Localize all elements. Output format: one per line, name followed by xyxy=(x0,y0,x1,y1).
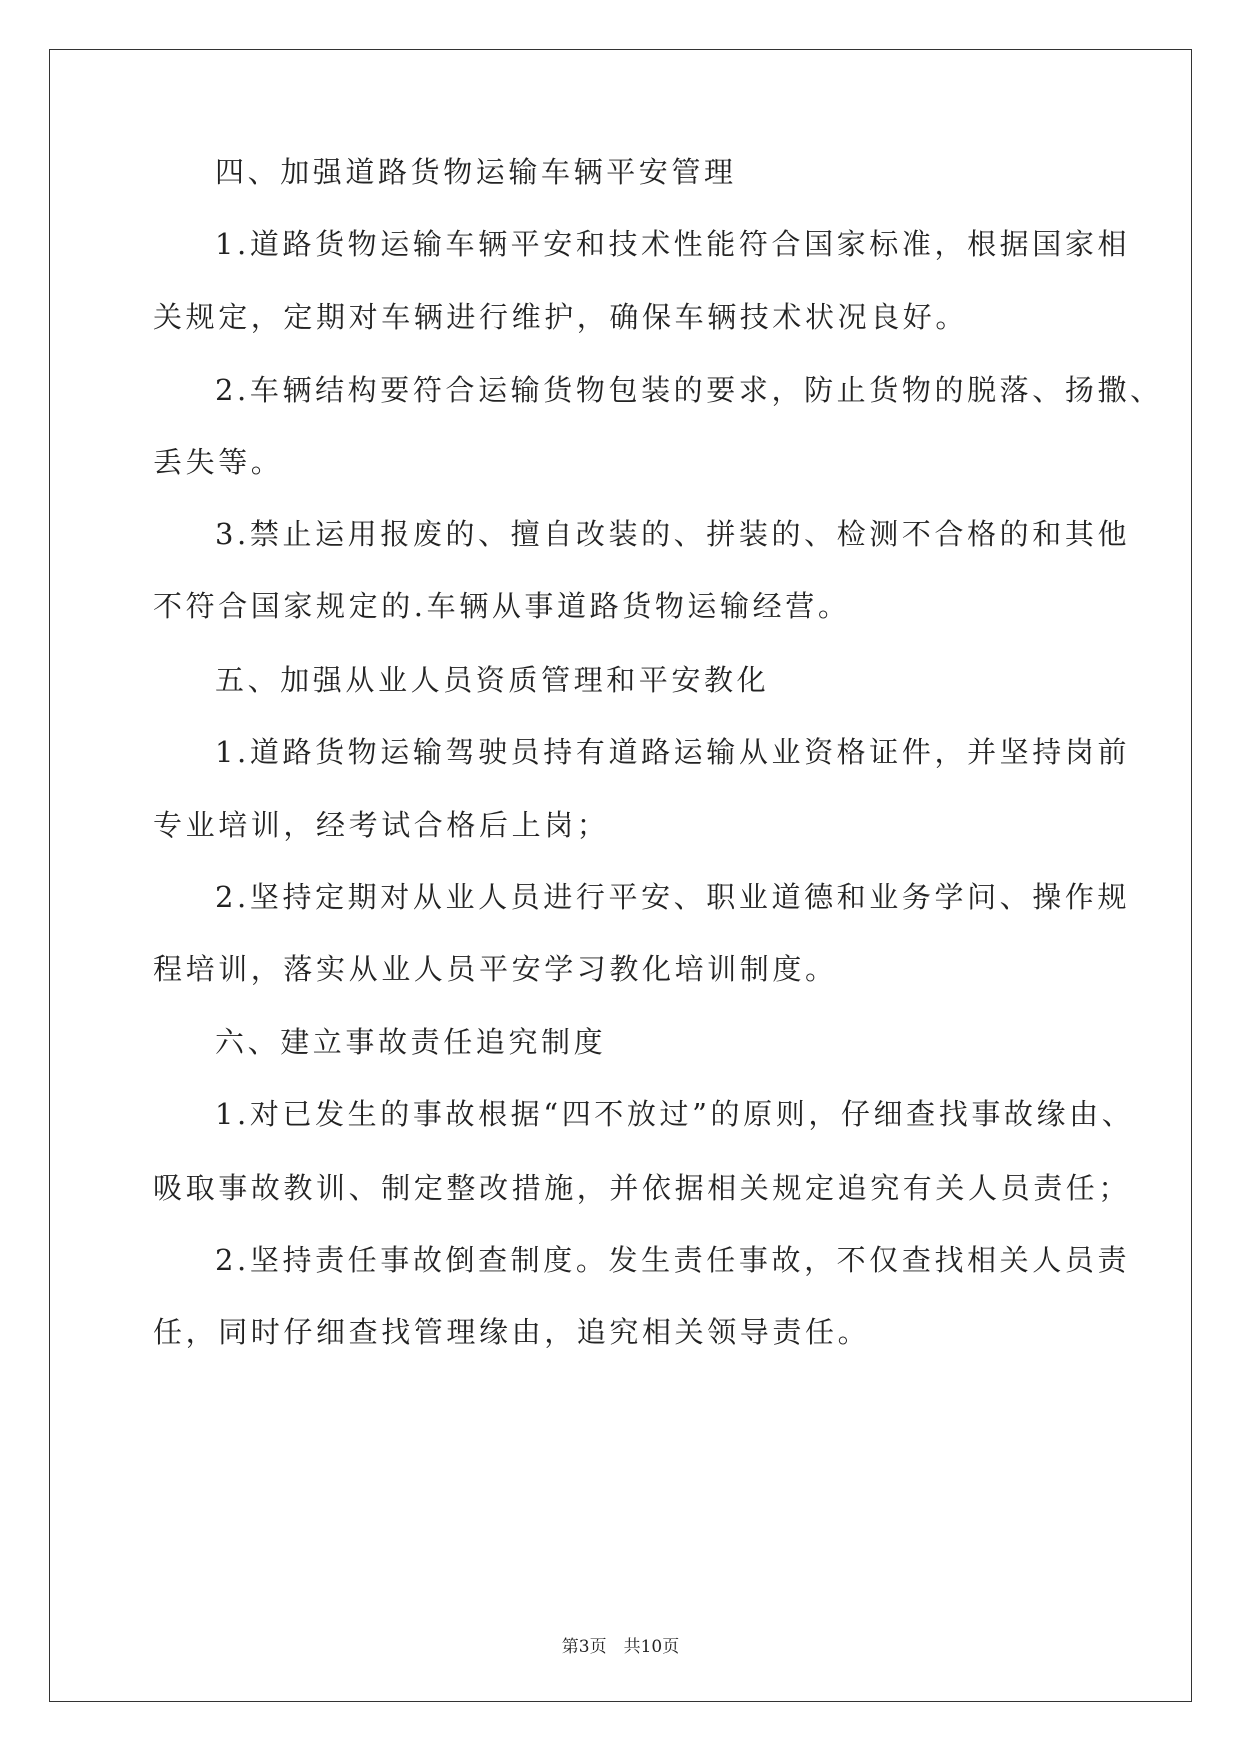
paragraph-line: 1.道路货物运输车辆平安和技术性能符合国家标准，根据国家相 xyxy=(215,227,1131,261)
page-number-footer: 第3页 共10页 xyxy=(561,1637,680,1657)
section-heading-6: 六、建立事故责任追究制度 xyxy=(215,1025,607,1059)
page-border xyxy=(49,49,1192,1702)
paragraph-line: 吸取事故教训、制定整改措施，并依据相关规定追究有关人员责任； xyxy=(153,1171,1132,1205)
paragraph-line: 关规定，定期对车辆进行维护，确保车辆技术状况良好。 xyxy=(153,300,969,334)
paragraph-line: 任，同时仔细查找管理缘由，追究相关领导责任。 xyxy=(153,1315,871,1349)
paragraph-line: 3.禁止运用报废的、擅自改装的、拼装的、检测不合格的和其他 xyxy=(215,517,1131,551)
paragraph-line: 1.道路货物运输驾驶员持有道路运输从业资格证件，并坚持岗前 xyxy=(215,735,1131,769)
paragraph-line: 不符合国家规定的.车辆从事道路货物运输经营。 xyxy=(153,589,851,623)
paragraph-line: 丢失等。 xyxy=(153,445,284,479)
paragraph-line: 2.坚持责任事故倒查制度。发生责任事故，不仅查找相关人员责 xyxy=(215,1243,1131,1277)
paragraph-line: 2.车辆结构要符合运输货物包装的要求，防止货物的脱落、扬撒、 xyxy=(215,373,1163,407)
section-heading-4: 四、加强道路货物运输车辆平安管理 xyxy=(215,155,737,189)
paragraph-line: 程培训，落实从业人员平安学习教化培训制度。 xyxy=(153,952,838,986)
section-heading-5: 五、加强从业人员资质管理和平安教化 xyxy=(215,663,770,697)
paragraph-line: 专业培训，经考试合格后上岗； xyxy=(153,808,610,842)
paragraph-line: 2.坚持定期对从业人员进行平安、职业道德和业务学问、操作规 xyxy=(215,880,1131,914)
paragraph-line: 1.对已发生的事故根据“四不放过”的原则，仔细查找事故缘由、 xyxy=(215,1097,1135,1131)
